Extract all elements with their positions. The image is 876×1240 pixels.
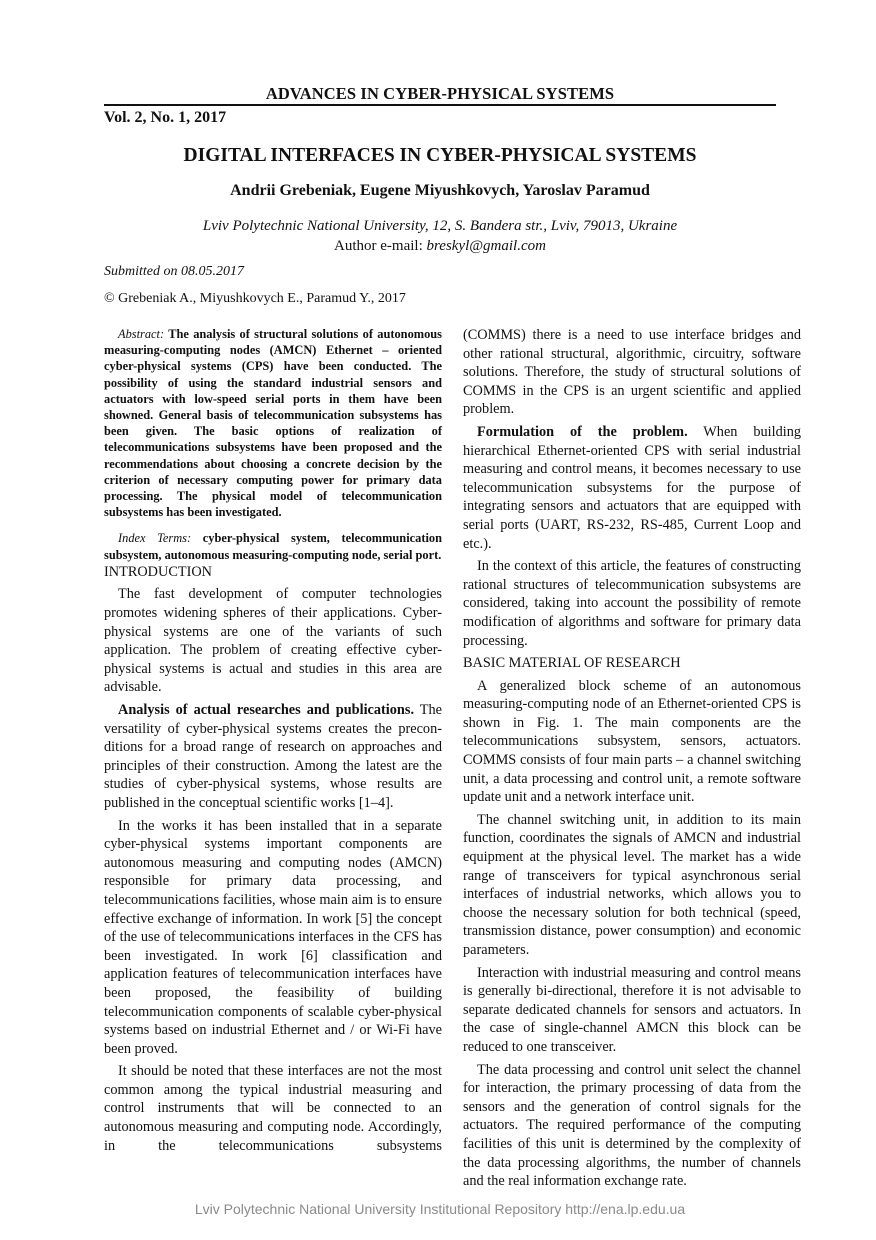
section-heading-basic-material: BASIC MATERIAL OF RESEARCH	[463, 655, 681, 672]
abstract-label: Abstract:	[118, 327, 165, 341]
paragraph: In the context of this article, the features of constructing rational structures of telecommunication subsystems are considered, taking into account the possibility of remote modification of algorithms and software for primary data processing.	[463, 558, 801, 649]
section-heading-introduction: INTRODUCTION	[104, 563, 213, 580]
abstract-text: The analysis of structural solutions of autonomous measuring-computing nodes (AMCN) Ethernet – oriented cyber-physical systems (CPS) have been conducted. The possibility of using the standard industrial sensors and actuators with low-speed serial ports in them have been showned. General basis of telecommunication subsystems has been given. The basic options of realization of telecommunications subsystems have been proposed and the recommendations about choosing a concrete decision by the criterion of necessary computing power for primary data processing. The physical model of telecommunication subsystems has been investigated.	[104, 327, 442, 520]
paragraph: A generalized block scheme of an autonomous measuring-computing node of an Ethernet-oriented CPS is shown in Fig. 1. The main components are the telecommunications subsystem, sensors, actuators. COMMS consists of four main parts – a channel switching unit, a data processing and control unit, a remote software update unit and a network interface unit.	[463, 677, 801, 806]
email-label: Author e-mail:	[334, 238, 427, 254]
abstract	[104, 326, 442, 563]
submitted-date: Submitted on 08.05.2017	[104, 264, 244, 279]
paragraph: The channel switching unit, in addition to its main function, coordinates the signals of AMCN and industrial equipment at the physical level. The market has a wide range of transceivers for typical asynchronous serial interfaces of industrial networks, which allows you to choose the necessary solution for both technical (speed, transmission distance, power consumption) and economic parameters.	[463, 811, 801, 958]
paragraph: In the works it has been installed that in a separate cyber-physical systems important components are autonomous measuring and computing nodes (AMCN) responsible for primary data processing, and telecommunications facilities, whose main aim is to ensure effective exchange of information. In work [5] the concept of the use of telecommunications interfaces in the CFS has been investigated. In work [6] classification and application features of telecommunication interfaces have been proposed, the feasibility of building telecommunication components of scalable cyber-physical systems based on industrial Ethernet and / or Wi-Fi have been proved.	[104, 817, 442, 1057]
journal-name: ADVANCES IN CYBER-PHYSICAL SYSTEMS	[265, 84, 615, 103]
paragraph-lead: Formulation of the problem.	[477, 423, 688, 440]
copyright: © Grebeniak A., Miyushkovych E., Paramud Y., 2017	[104, 291, 406, 306]
paragraph: The fast development of computer technologies promotes widening spheres of their applications. Cyber-physical systems are one of the variants of such application. The problem of creating effective cyber-physical systems is actual and studies in this area are advisable.	[104, 586, 442, 696]
paragraph-continued: (COMMS) there is a need to use interface bridges and other rational structural, algorithmic, circuitry, software solutions. Therefore, the study of structural solutions of COMMS in the CPS is an urgent scientific and applied problem.	[463, 327, 801, 418]
paragraph: Analysis of actual researches and publications. The versatility of cyber-physical systems creates the preconditions for a broad range of research on approaches and principles of their construction. Among the latest are the studies of cyber-physical systems, whose results are published in the conceptual scientific works [1–4].	[104, 702, 442, 811]
paragraph-lead: Analysis of actual researches and publications.	[118, 702, 415, 718]
paragraph: Formulation of the problem. When building hierarchical Ethernet-oriented CPS with serial industrial measuring and control means, it becomes necessary to use telecommunication subsystems for the purpose of integrating sensors and actuators that are equipped with serial ports (UART, RS-232, RS-485, Current Loop and etc.).	[463, 423, 801, 552]
repository-footer: Lviv Polytechnic National University Institutional Repository http://ena.lp.edu.ua	[194, 1201, 686, 1217]
index-terms-label: Index Terms:	[118, 531, 192, 546]
authors: Andrii Grebeniak, Eugene Miyushkovych, Yaroslav Paramud	[230, 182, 650, 199]
paragraph: The data processing and control unit select the channel for interaction, the primary processing of data from the sensors and the generation of control signals for the actuators. The required performance of the computing facilities of this unit is determined by the complexity of the data processing algorithms, the number of channels and the real information exchange rate.	[463, 1061, 801, 1190]
affiliation: Lviv Polytechnic National University, 12, S. Bandera str., Lviv, 79013, Ukraine	[202, 218, 678, 234]
left-column	[104, 326, 442, 1155]
affiliation-block	[104, 216, 776, 256]
paper-title: DIGITAL INTERFACES IN CYBER-PHYSICAL SYSTEMS	[183, 145, 697, 166]
index-terms-text: cyber-physical system, telecommunication subsystem, autonomous measuring-computing node, serial port.	[104, 531, 442, 562]
author-email[interactable]: breskyl@gmail.com	[426, 238, 546, 254]
header-rule	[104, 104, 776, 106]
volume-issue: Vol. 2, No. 1, 2017	[104, 109, 227, 126]
right-column	[463, 326, 801, 1191]
paragraph: It should be noted that these interfaces are not the most common among the typical industrial measuring and control instruments that will be connected to an autonomous measuring and computing node. Accordingly, in the telecommunications subsystems	[104, 1063, 442, 1154]
paragraph: Interaction with industrial measuring and control means is generally bi-directional, therefore it is not advisable to separate dedicated channels for sensors and actuators. In the case of single-channel AMCN this block can be reduced to one transceiver.	[463, 964, 801, 1055]
